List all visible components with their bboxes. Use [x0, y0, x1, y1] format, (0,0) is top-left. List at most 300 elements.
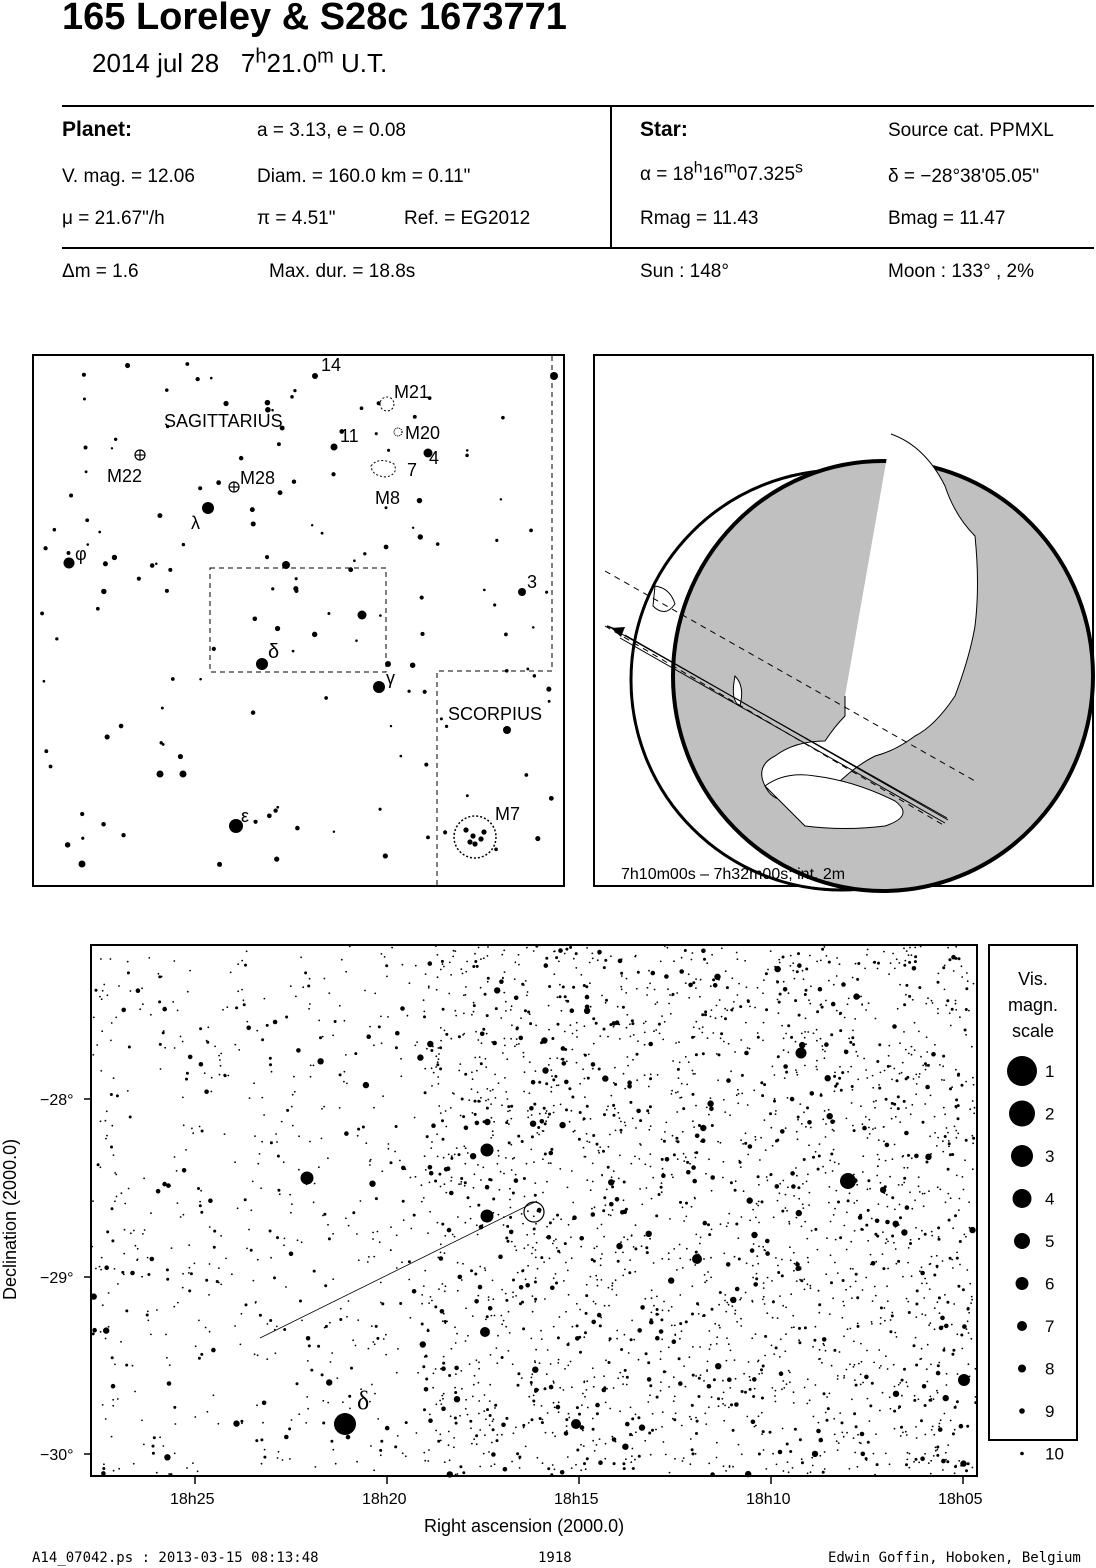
field-star [473, 1438, 475, 1440]
field-star [186, 1467, 188, 1469]
field-star [579, 1351, 582, 1354]
field-star [887, 1241, 889, 1243]
field-star [601, 995, 603, 997]
field-star [269, 1230, 272, 1233]
field-star [487, 955, 489, 957]
field-star [622, 1444, 628, 1450]
field-star [521, 1140, 524, 1143]
field-star [971, 1296, 973, 1298]
field-star [390, 1226, 392, 1228]
field-star [554, 1407, 556, 1409]
field-star [350, 1367, 353, 1370]
field-star [916, 1083, 918, 1085]
field-star [613, 1114, 616, 1117]
field-star [926, 1051, 928, 1053]
field-star [775, 1346, 778, 1349]
field-star [669, 994, 671, 996]
field-star [199, 1201, 201, 1203]
field-star [396, 1267, 398, 1269]
field-star [605, 1359, 607, 1361]
field-star [875, 1018, 877, 1020]
field-star [104, 1265, 109, 1270]
field-star [197, 1187, 200, 1190]
field-star [691, 1313, 694, 1316]
field-star [837, 1272, 839, 1274]
field-star [470, 1269, 473, 1272]
field-star [270, 1257, 272, 1259]
field-star [801, 1123, 803, 1125]
field-star [823, 1392, 826, 1395]
field-star [772, 1317, 774, 1319]
field-star [553, 1240, 555, 1242]
field-star [102, 1304, 104, 1306]
field-star [535, 1249, 537, 1251]
field-star [544, 1298, 546, 1300]
field-star [957, 1373, 959, 1375]
field-star [676, 1269, 678, 1271]
field-star [946, 1301, 949, 1304]
field-star [804, 993, 807, 996]
field-star [492, 1198, 495, 1201]
field-star [530, 1149, 532, 1151]
field-star [711, 1190, 713, 1192]
map-star [96, 607, 100, 611]
field-star [496, 1434, 498, 1436]
field-star [728, 1343, 730, 1345]
field-star [704, 1274, 706, 1276]
field-star [277, 1155, 280, 1158]
field-star [483, 1410, 485, 1412]
field-star [663, 1370, 666, 1373]
field-star [344, 1020, 346, 1022]
field-star [536, 1242, 538, 1244]
field-star [965, 1008, 968, 1011]
field-star [547, 1349, 549, 1351]
map-star [250, 507, 255, 512]
field-star [716, 1336, 718, 1338]
field-star [902, 1062, 904, 1064]
legend-label-1: 1 [1045, 1062, 1055, 1081]
field-star [689, 1163, 691, 1165]
field-star [503, 992, 505, 994]
planet-reference: Ref. = EG2012 [404, 208, 531, 229]
field-star [796, 1175, 798, 1177]
field-star [465, 1147, 467, 1149]
field-star [957, 1117, 960, 1120]
field-star [630, 1461, 632, 1463]
field-star [428, 987, 430, 989]
field-star [759, 1159, 761, 1161]
field-star [536, 1132, 538, 1134]
field-star [548, 1064, 550, 1066]
field-star [766, 1312, 768, 1314]
field-star [476, 1070, 478, 1072]
field-star [672, 993, 675, 996]
field-star [509, 1332, 511, 1334]
field-star [702, 1026, 704, 1028]
field-star [880, 1182, 882, 1184]
field-star [422, 1365, 425, 1368]
field-star [595, 1403, 600, 1408]
ytick-28: −28° [40, 1092, 74, 1109]
field-star [829, 1313, 831, 1315]
field-star [492, 1041, 497, 1046]
field-star [93, 1017, 95, 1019]
field-star [833, 1349, 836, 1352]
field-star [436, 1133, 438, 1135]
field-star [482, 1028, 485, 1031]
field-star [862, 1171, 864, 1173]
field-star [163, 1030, 165, 1032]
field-star [958, 1460, 960, 1462]
field-star [873, 1362, 875, 1364]
field-star [703, 1314, 706, 1317]
field-star [256, 1030, 258, 1032]
field-star [585, 1468, 587, 1470]
field-star [586, 1389, 588, 1391]
field-star [911, 1157, 913, 1159]
field-star [758, 1184, 760, 1186]
legend-label-8: 8 [1045, 1359, 1055, 1379]
field-star [663, 1140, 666, 1143]
field-star [762, 992, 764, 994]
field-star [758, 1246, 760, 1248]
field-star [649, 983, 651, 985]
field-star [200, 1211, 203, 1214]
field-star [691, 1404, 694, 1407]
field-star [836, 1082, 839, 1085]
field-star [654, 989, 656, 991]
field-star [612, 1209, 614, 1211]
field-star [901, 1395, 903, 1397]
field-star [209, 1263, 211, 1265]
field-star [417, 1372, 419, 1374]
field-star [663, 1441, 665, 1443]
field-star [474, 960, 477, 963]
field-star [380, 1302, 382, 1304]
field-star [787, 1461, 789, 1463]
field-star [435, 1430, 437, 1432]
m7-star [463, 827, 468, 832]
field-star [893, 1364, 895, 1366]
field-star [857, 995, 860, 998]
field-star [100, 1269, 102, 1271]
field-star [822, 1166, 824, 1168]
field-star [692, 1179, 697, 1184]
field-star [716, 1442, 718, 1444]
field-star [631, 1417, 634, 1420]
field-star [315, 1466, 317, 1468]
field-star [726, 1360, 728, 1362]
field-star [490, 1090, 492, 1092]
field-star [444, 1183, 446, 1185]
field-star [285, 1286, 287, 1288]
field-star [692, 1070, 694, 1072]
field-star [533, 1404, 535, 1406]
field-star [720, 1142, 722, 1144]
field-star [564, 1242, 567, 1245]
field-star [651, 1312, 653, 1314]
field-star [752, 1377, 757, 1382]
field-star [292, 1125, 294, 1127]
field-star [492, 1298, 494, 1300]
bright-field-star [301, 1172, 314, 1185]
field-star [706, 1107, 708, 1109]
field-star [898, 1384, 900, 1386]
field-star [599, 1146, 601, 1148]
field-star [532, 1247, 534, 1249]
field-star [937, 1226, 940, 1229]
field-star [814, 1228, 817, 1231]
field-star [760, 1137, 762, 1139]
field-star [199, 1204, 202, 1207]
field-star [825, 1172, 827, 1174]
bright-field-star [480, 1327, 490, 1337]
legend-dot-4 [1013, 1189, 1032, 1208]
field-star [909, 1242, 912, 1245]
field-star [455, 1422, 458, 1425]
field-star [632, 1059, 634, 1061]
field-star [902, 1156, 904, 1158]
field-star [799, 1103, 801, 1105]
field-star [152, 1452, 155, 1455]
field-star [804, 1037, 806, 1039]
field-star [472, 1112, 474, 1114]
field-star [947, 1444, 949, 1446]
field-star [798, 1341, 801, 1344]
field-star [953, 1303, 955, 1305]
field-star [143, 1444, 145, 1446]
field-star [531, 1135, 534, 1138]
field-star [839, 1236, 842, 1239]
field-star [865, 1457, 868, 1460]
field-star [704, 1413, 706, 1415]
field-star [600, 1264, 602, 1266]
field-star [664, 1131, 666, 1133]
field-star [491, 1442, 493, 1444]
field-star [327, 1157, 329, 1159]
field-star [808, 1204, 810, 1206]
magnitude-legend [988, 944, 1078, 1464]
legend-dot-3 [1011, 1145, 1033, 1167]
field-star [494, 987, 500, 993]
field-star [427, 1232, 429, 1234]
field-star [583, 1117, 586, 1120]
field-star [878, 1087, 881, 1090]
field-star [255, 1439, 258, 1442]
field-star [515, 1249, 517, 1251]
field-star [568, 1294, 570, 1296]
field-star [473, 1002, 475, 1004]
field-star [494, 1315, 496, 1317]
label-epsilon: ε [241, 806, 250, 826]
field-star [930, 1153, 932, 1155]
field-star [465, 1399, 467, 1401]
field-star [806, 1238, 808, 1240]
field-star [441, 1395, 443, 1397]
field-star [967, 980, 969, 982]
field-star [892, 1024, 897, 1029]
field-star [731, 977, 733, 979]
field-star [683, 1365, 685, 1367]
field-star [546, 1110, 548, 1112]
field-star [664, 974, 669, 979]
xtick-18h15: 18h15 [554, 1491, 599, 1508]
field-star [447, 1471, 453, 1477]
field-star [674, 1334, 676, 1336]
field-star [428, 1418, 433, 1423]
field-star [930, 1364, 932, 1366]
field-star [204, 1072, 206, 1074]
field-star [718, 1405, 720, 1407]
field-star [96, 1044, 98, 1046]
field-star [762, 1365, 765, 1368]
field-star [880, 1365, 882, 1367]
field-star [574, 1130, 576, 1132]
field-star [695, 1105, 697, 1107]
field-star [645, 1352, 648, 1355]
map-star [410, 662, 415, 667]
field-star [613, 1387, 615, 1389]
field-star [462, 1471, 465, 1474]
field-star [553, 1112, 555, 1114]
field-star [930, 1396, 932, 1398]
field-star [885, 1242, 887, 1244]
field-star [825, 1412, 827, 1414]
field-star [557, 1336, 560, 1339]
field-star [771, 1280, 773, 1282]
field-star [489, 1414, 492, 1417]
field-star [711, 1106, 713, 1108]
field-star [734, 1402, 739, 1407]
field-star [661, 1182, 663, 1184]
field-star [362, 1126, 365, 1129]
field-star [738, 1444, 740, 1446]
field-star [111, 1239, 114, 1242]
field-star [548, 1029, 550, 1031]
field-star [880, 1317, 882, 1319]
field-star [604, 1305, 606, 1307]
field-star [889, 1396, 891, 1398]
field-star [289, 1252, 294, 1257]
field-star [597, 950, 602, 955]
field-star [774, 966, 776, 968]
field-star [661, 1015, 663, 1017]
field-star [209, 1226, 211, 1228]
field-star [527, 1011, 530, 1014]
field-star [568, 1342, 570, 1344]
field-star [467, 1414, 469, 1416]
field-star [446, 1166, 451, 1171]
field-star [727, 1377, 732, 1382]
field-star [685, 982, 687, 984]
field-star [695, 1021, 697, 1023]
field-star [837, 1378, 839, 1380]
field-star [423, 1452, 425, 1454]
field-star [432, 1387, 434, 1389]
field-star [867, 1137, 869, 1139]
field-star [415, 1045, 417, 1047]
field-star [626, 1027, 628, 1029]
field-star [437, 1047, 439, 1049]
field-star [946, 1373, 948, 1375]
field-star [852, 1043, 855, 1046]
field-star [625, 1458, 627, 1460]
field-star [860, 1374, 862, 1376]
field-star [849, 1363, 851, 1365]
map-star [504, 633, 508, 637]
field-star [261, 1038, 264, 1041]
field-star [604, 1458, 606, 1460]
page-title: 165 Loreley & S28c 1673771 [62, 0, 567, 38]
field-star [805, 989, 808, 992]
field-star [515, 1295, 517, 1297]
field-star [909, 947, 911, 949]
field-star [244, 1198, 247, 1201]
field-star [102, 1467, 105, 1470]
field-star [454, 950, 456, 952]
field-star [685, 1056, 687, 1058]
field-star [421, 1201, 423, 1203]
field-star [827, 1113, 833, 1119]
field-star [547, 1116, 549, 1118]
map-star [85, 470, 88, 473]
field-star [941, 1459, 946, 1464]
field-star [286, 1109, 289, 1112]
field-star [780, 1338, 782, 1340]
field-star [130, 1232, 132, 1234]
field-star [876, 1463, 879, 1466]
field-star [793, 1195, 795, 1197]
field-star [438, 1105, 440, 1107]
field-star [784, 1350, 786, 1352]
field-star [785, 1033, 787, 1035]
field-star [91, 1293, 97, 1299]
field-star [430, 1147, 432, 1149]
field-star [449, 962, 451, 964]
field-star [658, 1023, 661, 1026]
field-star [173, 1406, 176, 1409]
map-star [103, 561, 108, 566]
field-star [757, 1263, 759, 1265]
field-star [324, 978, 326, 980]
map-star [420, 632, 424, 636]
field-star [860, 1432, 865, 1437]
field-star [479, 1056, 481, 1058]
field-star [698, 1395, 701, 1398]
field-star [787, 1097, 789, 1099]
field-star [477, 1091, 479, 1093]
field-star [656, 1396, 659, 1399]
field-star [518, 954, 520, 956]
field-star [832, 1170, 834, 1172]
field-star [774, 1098, 776, 1100]
field-star [460, 1183, 462, 1185]
field-star [798, 1198, 800, 1200]
field-star [525, 1446, 527, 1448]
field-star [487, 946, 489, 948]
field-star [226, 1006, 228, 1008]
field-star [806, 1181, 808, 1183]
field-star [815, 1066, 817, 1068]
field-star [530, 1121, 536, 1127]
field-star [752, 1277, 754, 1279]
field-star [503, 1224, 505, 1226]
field-star [874, 1127, 876, 1129]
field-star [336, 1377, 338, 1379]
field-star [840, 1089, 843, 1092]
field-star [370, 1445, 372, 1447]
